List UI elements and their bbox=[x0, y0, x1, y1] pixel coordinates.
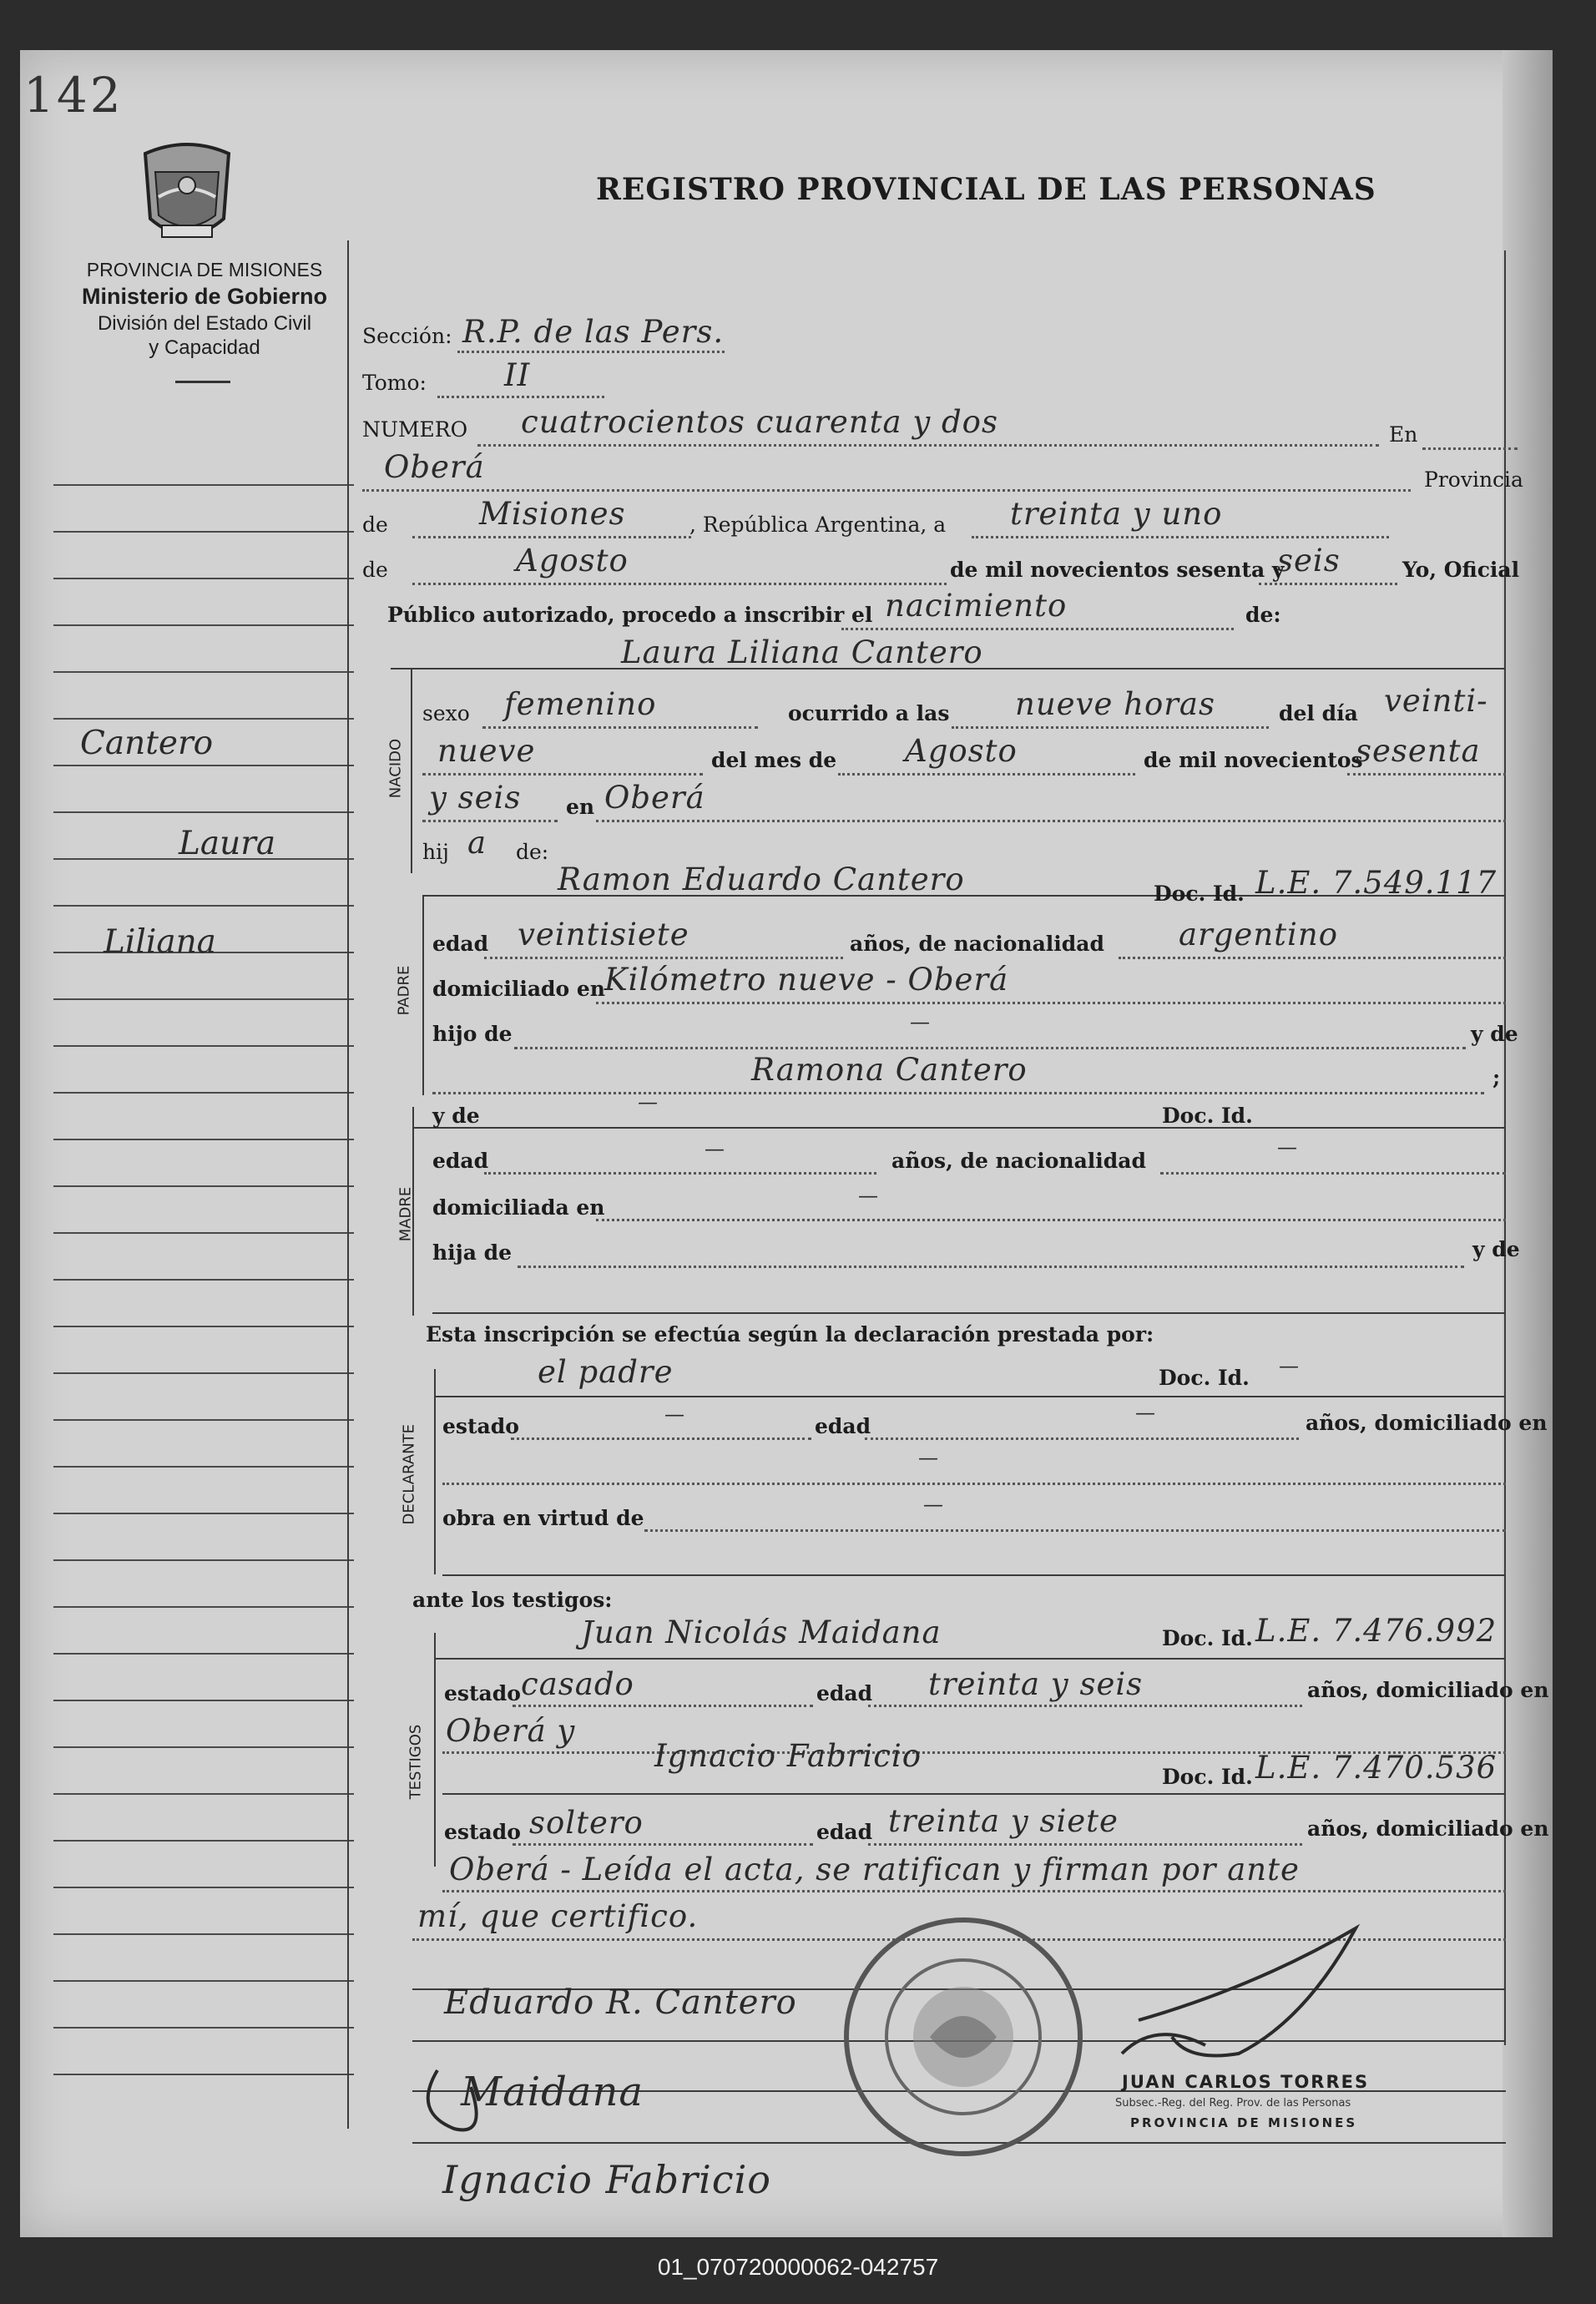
value-sexo: femenino bbox=[504, 686, 657, 722]
registrar-name: JUAN CARLOS TORRES bbox=[1122, 2072, 1370, 2092]
label-nac-madre: años, de nacionalidad bbox=[891, 1149, 1146, 1173]
value-anio-b: y seis bbox=[429, 780, 522, 816]
ministry-name: Ministerio de Gobierno bbox=[81, 284, 328, 309]
signature-witness1: Maidana bbox=[461, 2069, 644, 2115]
folio-number: 142 bbox=[23, 67, 124, 124]
signature-flourishes bbox=[20, 50, 1553, 2237]
label-en-lugar: en bbox=[566, 795, 595, 819]
label-y-de-madre: y de bbox=[432, 1104, 480, 1128]
label-republica: , República Argentina, a bbox=[689, 513, 947, 537]
label-sexo: sexo bbox=[422, 701, 470, 725]
label-doc-padre: Doc. Id. bbox=[1154, 882, 1245, 906]
label-publico: Público autorizado, procedo a inscribir el bbox=[387, 603, 873, 627]
value-edad-testigo2: treinta y siete bbox=[888, 1803, 1119, 1839]
official-seal-icon bbox=[838, 1912, 1088, 2162]
label-doc-testigo2: Doc. Id. bbox=[1162, 1765, 1253, 1789]
label-doc-testigo1: Doc. Id. bbox=[1162, 1626, 1253, 1650]
closing-line-2: mí, que certifico. bbox=[417, 1898, 699, 1934]
label-y-de-madre2: y de bbox=[1472, 1237, 1520, 1261]
label-edad-padre: edad bbox=[432, 932, 489, 956]
label-doc-madre: Doc. Id. bbox=[1162, 1104, 1253, 1128]
label-hijo-de: hijo de bbox=[432, 1022, 513, 1046]
label-de4: de: bbox=[516, 840, 549, 864]
label-ante-testigos: ante los testigos: bbox=[412, 1588, 613, 1612]
label-del-mes: del mes de bbox=[711, 748, 837, 772]
label-anos-dom-testigo2: años, domiciliado en bbox=[1307, 1816, 1549, 1841]
value-lugar: Oberá bbox=[604, 780, 705, 816]
closing-line-1: Oberá - Leída el acta, se ratifican y firman por ante bbox=[449, 1852, 1300, 1887]
value-day-written: treinta y uno bbox=[1010, 496, 1223, 532]
value-edad-testigo1: treinta y seis bbox=[928, 1666, 1144, 1702]
section-madre: MADRE bbox=[396, 1186, 415, 1242]
label-numero: NUMERO bbox=[362, 417, 468, 442]
section-testigos: TESTIGOS bbox=[407, 1724, 425, 1800]
value-estado-testigo2: soltero bbox=[529, 1805, 644, 1841]
registrar-province: PROVINCIA DE MISIONES bbox=[1130, 2115, 1358, 2130]
label-y-de: y de bbox=[1471, 1022, 1518, 1046]
label-inscripcion: Esta inscripción se efectúa según la declaración prestada por: bbox=[426, 1322, 1154, 1347]
value-declarante: el padre bbox=[538, 1354, 674, 1390]
label-dom-padre: domiciliado en bbox=[432, 977, 605, 1001]
value-dom-padre: Kilómetro nueve - Oberá bbox=[604, 962, 1009, 998]
value-doc-testigo2: L.E. 7.470.536 bbox=[1255, 1750, 1498, 1786]
label-en: En bbox=[1389, 422, 1418, 447]
dash: — bbox=[638, 1090, 659, 1114]
label-edad-madre: edad bbox=[432, 1149, 489, 1173]
label-dom-madre: domiciliada en bbox=[432, 1195, 605, 1220]
signature-witness2: Ignacio Fabricio bbox=[442, 2157, 771, 2202]
value-provincia: Misiones bbox=[479, 496, 626, 532]
dash: — bbox=[1277, 1135, 1298, 1159]
label-provincia: Provincia bbox=[1424, 467, 1523, 492]
value-act-type: nacimiento bbox=[885, 588, 1068, 624]
label-edad-testigo2: edad bbox=[816, 1820, 873, 1844]
label-de3: de: bbox=[1245, 603, 1281, 627]
label-seccion: Sección: bbox=[362, 324, 452, 348]
division-name-cont: y Capacidad bbox=[149, 336, 260, 359]
label-estado-testigo1: estado bbox=[444, 1681, 521, 1705]
value-hij-suffix: a bbox=[467, 825, 487, 861]
label-anos-dom-declarante: años, domiciliado en bbox=[1306, 1411, 1548, 1435]
father-name: Ramon Eduardo Cantero bbox=[558, 861, 965, 897]
value-padre-madre: Ramona Cantero bbox=[751, 1052, 1028, 1088]
province-name: PROVINCIA DE MISIONES bbox=[86, 259, 323, 280]
label-de2: de bbox=[362, 558, 388, 582]
label-estado-declarante: estado bbox=[442, 1414, 519, 1438]
dash: — bbox=[918, 1446, 939, 1469]
dash: — bbox=[705, 1137, 725, 1160]
value-month: Agosto bbox=[516, 543, 629, 579]
label-obra: obra en virtud de bbox=[442, 1506, 644, 1530]
value-nac-padre: argentino bbox=[1179, 917, 1338, 952]
label-hija-de: hija de bbox=[432, 1240, 513, 1265]
value-edad-padre: veintisiete bbox=[518, 917, 689, 952]
value-estado-testigo1: casado bbox=[521, 1666, 634, 1702]
label-estado-testigo2: estado bbox=[444, 1820, 521, 1844]
section-nacido: NACIDO bbox=[386, 738, 405, 799]
label-de1: de bbox=[362, 513, 388, 537]
value-seccion: R.P. de las Pers. bbox=[462, 314, 725, 350]
section-padre: PADRE bbox=[395, 965, 413, 1016]
section-declarante: DECLARANTE bbox=[400, 1424, 418, 1525]
value-doc-testigo1: L.E. 7.476.992 bbox=[1255, 1613, 1498, 1649]
dash: — bbox=[664, 1402, 685, 1426]
signature-father: Eduardo R. Cantero bbox=[444, 1983, 797, 2022]
value-doc-padre: L.E. 7.549.117 bbox=[1255, 865, 1498, 901]
margin-name-2: Liliana bbox=[104, 923, 216, 961]
label-edad-testigo1: edad bbox=[816, 1681, 873, 1705]
dash: — bbox=[1279, 1354, 1300, 1377]
dash: — bbox=[858, 1184, 879, 1207]
witness1-name: Juan Nicolás Maidana bbox=[581, 1614, 942, 1650]
label-semicolon: ; bbox=[1492, 1065, 1501, 1089]
value-anio-a: sesenta bbox=[1356, 733, 1481, 769]
value-mes: Agosto bbox=[905, 733, 1018, 769]
value-hora: nueve horas bbox=[1015, 686, 1215, 722]
value-dom-testigo1: Oberá y bbox=[446, 1713, 576, 1749]
value-dia-a: veinti- bbox=[1384, 683, 1488, 719]
image-caption: 01_070720000062-042757 bbox=[657, 2254, 939, 2280]
dash: — bbox=[1135, 1401, 1156, 1424]
document-page bbox=[20, 50, 1553, 2237]
margin-name-1: Laura bbox=[179, 825, 276, 862]
value-tomo: II bbox=[504, 357, 531, 393]
label-mil-novecientos: de mil novecientos bbox=[1144, 748, 1363, 772]
label-anos-dom-testigo1: años, domiciliado en bbox=[1307, 1678, 1549, 1702]
value-en-place: Oberá bbox=[384, 449, 485, 485]
division-name: División del Estado Civil bbox=[97, 312, 312, 335]
witness2-name: Ignacio Fabricio bbox=[654, 1738, 922, 1774]
dash: — bbox=[923, 1493, 944, 1516]
label-ocurrido: ocurrido a las bbox=[788, 701, 950, 725]
label-hij: hij bbox=[422, 840, 449, 864]
value-numero: cuatrocientos cuarenta y dos bbox=[521, 404, 998, 440]
label-edad-declarante: edad bbox=[815, 1414, 871, 1438]
value-dia-b: nueve bbox=[437, 733, 536, 769]
dash: — bbox=[910, 1010, 931, 1033]
label-tomo: Tomo: bbox=[362, 371, 427, 395]
label-del-dia: del día bbox=[1279, 701, 1358, 725]
label-nac-padre: años, de nacionalidad bbox=[850, 932, 1104, 956]
label-yo-oficial: Yo, Oficial bbox=[1402, 558, 1520, 582]
registrar-role: Subsec.-Reg. del Reg. Prov. de las Personas bbox=[1115, 2097, 1351, 2109]
label-mil-sesenta: de mil novecientos sesenta y bbox=[950, 558, 1285, 582]
page-title: REGISTRO PROVINCIAL DE LAS PERSONAS bbox=[596, 172, 1376, 207]
margin-surname: Cantero bbox=[80, 725, 214, 762]
child-name: Laura Liliana Cantero bbox=[621, 634, 983, 670]
value-year-suffix: seis bbox=[1277, 543, 1341, 579]
label-doc-declarante: Doc. Id. bbox=[1159, 1366, 1250, 1390]
